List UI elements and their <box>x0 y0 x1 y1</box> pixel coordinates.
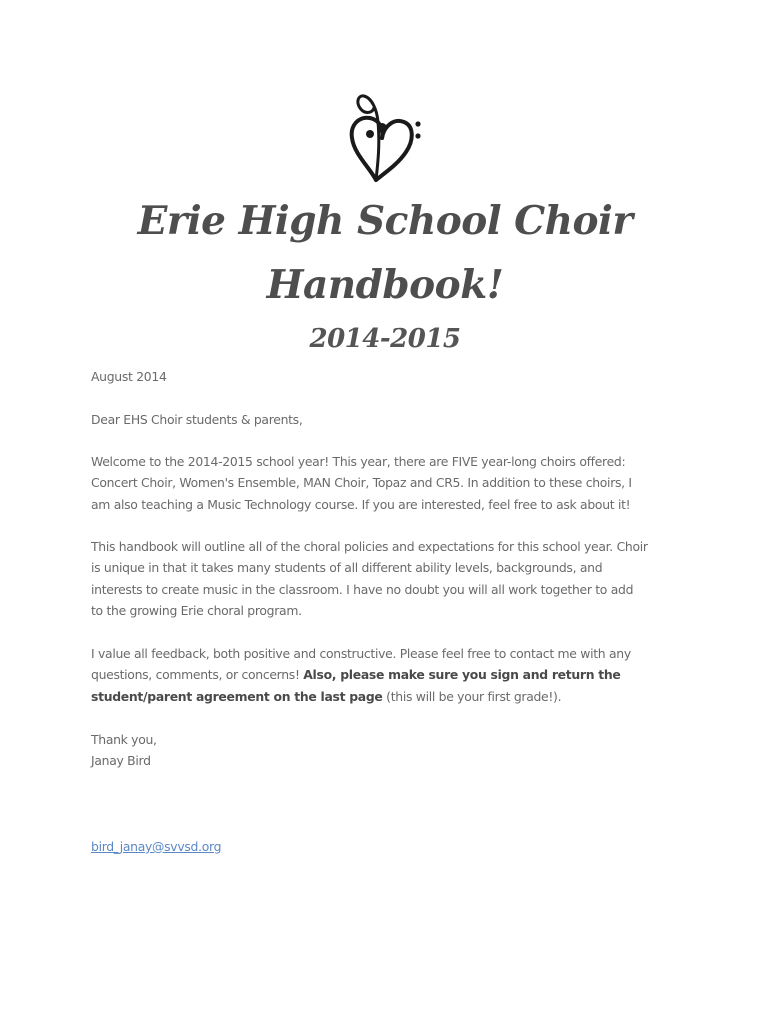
signature-name: Janay Bird <box>91 753 151 769</box>
handbook-line: This handbook will outline all of the choral policies and expectations for this school year. Choir <box>91 539 648 554</box>
closing-text: Thank you, <box>91 732 157 747</box>
treble-bass-clef-heart-icon <box>340 92 424 184</box>
title-line-2: Handbook! <box>266 262 504 308</box>
date-text: August 2014 <box>91 369 167 384</box>
letter-date <box>91 366 671 387</box>
school-year: 2014-2015 <box>309 324 461 354</box>
agreement-reminder-bold: student/parent agreement on the last page <box>91 688 383 704</box>
feedback-paragraph <box>91 643 671 707</box>
feedback-line: I value all feedback, both positive and constructive. Please feel free to contact me with any <box>91 646 631 661</box>
handbook-line: to the growing Erie choral program. <box>91 602 302 618</box>
handbook-paragraph <box>91 536 671 621</box>
greeting-text: Dear EHS Choir students & parents, <box>91 412 303 427</box>
feedback-line <box>91 686 671 707</box>
letter-signoff <box>91 729 671 772</box>
welcome-paragraph <box>91 451 671 515</box>
contact-email <box>91 836 671 857</box>
sign-reminder-bold: Also, please make sure you sign and return the <box>303 667 621 683</box>
welcome-line: Welcome to the 2014-2015 school year! This year, there are FIVE year-long choirs offered: <box>91 454 626 469</box>
handbook-line: interests to create music in the classroom. I have no doubt you will all work together to add <box>91 581 634 597</box>
feedback-line <box>91 664 671 685</box>
welcome-line: Concert Choir, Women's Ensemble, MAN Choir, Topaz and CR5. In addition to these choirs, I <box>91 475 632 491</box>
first-grade-note: (this will be your first grade!). <box>382 688 562 704</box>
feedback-plain-text: questions, comments, or concerns! <box>91 667 304 683</box>
email-link[interactable]: bird_janay@svvsd.org <box>91 839 222 854</box>
title-line-1: Erie High School Choir <box>137 198 633 244</box>
handbook-line: is unique in that it takes many students of all different ability levels, backgrounds, and <box>91 560 603 576</box>
letter-greeting <box>91 409 671 430</box>
welcome-line: am also teaching a Music Technology course. If you are interested, feel free to ask about it! <box>91 496 631 512</box>
